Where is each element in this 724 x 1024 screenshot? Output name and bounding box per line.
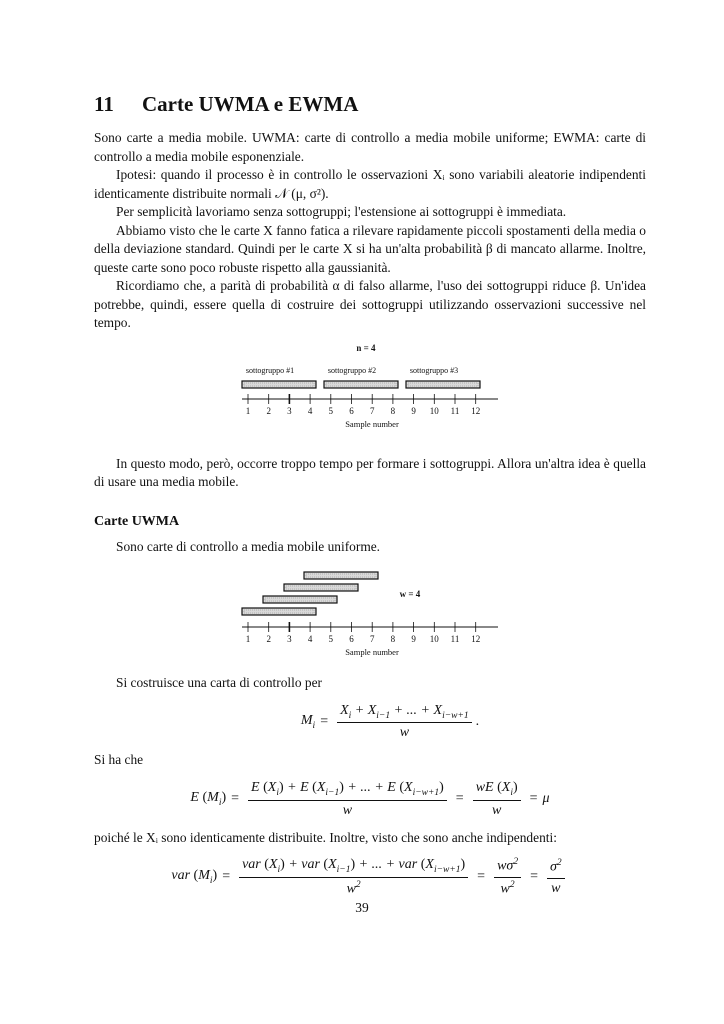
paragraph-uwma-intro: Sono carte di controllo a media mobile uniforme. [116, 538, 381, 554]
paragraph-subgroups: Ricordiamo che, a parità di probabilità α di falso allarme, l'uso dei sottogruppi riduce β. Un'idea potrebbe, quindi, essere quella di costruire dei sottogruppi utilizzando osservazioni successive nel tempo. [94, 278, 646, 330]
tick-label-6: 6 [349, 634, 354, 644]
tick-label-9: 9 [411, 405, 416, 416]
figure-title: n = 4 [356, 342, 376, 353]
subgroup-bar-2 [324, 381, 398, 388]
tick-label-2: 2 [266, 634, 271, 644]
tick-label-8: 8 [390, 634, 396, 644]
tick-label-3: 3 [287, 634, 292, 644]
tick-label-11: 11 [450, 405, 460, 416]
paragraph-after-figure: In questo modo, però, occorre troppo tempo per formare i sottogruppi. Allora un'altra idea è quella di usare una media mobile. [94, 455, 646, 489]
tick-label-4: 4 [307, 405, 313, 416]
paragraph-hypothesis: Ipotesi: quando il processo è in controllo le osservazioni Xᵢ sono variabili aleatorie indipendenti identicamente distribuite normali 𝒩 (μ, σ²). [94, 167, 646, 201]
paragraph-intro: Sono carte a media mobile. UWMA: carte di controllo a media mobile uniforme; EWMA: carte di controllo a media mobile esponenziale. [94, 130, 646, 164]
tick-label-10: 10 [429, 634, 439, 644]
figure-subgroups [94, 341, 646, 441]
paragraph-si-ha: Si ha che [94, 752, 144, 768]
subsection-title: Carte UWMA [94, 513, 180, 529]
figure-title: w = 4 [399, 589, 421, 599]
tick-label-10: 10 [429, 405, 439, 416]
tick-label-7: 7 [369, 634, 375, 644]
paragraph-poiche: poiché le Xᵢ sono identicamente distribuite. Inoltre, visto che sono anche indipendenti: [94, 829, 557, 845]
section-number: 11 [94, 92, 114, 116]
axis-label: Sample number [345, 418, 399, 429]
paragraph-simplicity: Per semplicità lavoriamo senza sottogruppi; l'estensione ai sottogruppi è immediata. [116, 204, 567, 219]
tick-label-2: 2 [266, 405, 271, 416]
equation-mi: $M_i$ = $\frac{X_i + X_{i-1} + ... + X_{i-w+1}}{w}$ . [300, 702, 480, 741]
window-bar-2 [263, 596, 337, 603]
paragraph-x-charts: Abbiamo visto che le carte X fanno fatica a rilevare rapidamente piccoli spostamenti della media o della deviazione standard. Quindi per le carte X si ha un'alta probabilità β di mancato allarme. Inoltre, queste carte sono poco robuste rispetto alla gaussianità. [94, 222, 646, 275]
tick-label-12: 12 [471, 405, 481, 416]
page-content [94, 92, 646, 908]
figure-moving-window-svg [94, 564, 646, 664]
subgroup-label-3: sottogruppo #3 [409, 365, 459, 375]
tick-label-6: 6 [349, 405, 354, 416]
window-bar-1 [242, 608, 316, 615]
window-bar-4 [304, 572, 378, 579]
axis-label: Sample number [345, 647, 399, 657]
figure-moving-window [94, 564, 646, 664]
page-number: 39 [355, 900, 369, 915]
subgroup-bar-3 [406, 381, 480, 388]
equation-variance: var $(M_i)$ = $\frac{var (X_i) + var (X_{i-1}) + ... + var (X_{i-w+1})}{w^2}$ = $\frac{w\sigma^2}{w^2}$ = $\frac{\sigma^2}{w}$ [94, 857, 646, 897]
subgroup-label-2: sottogruppo #2 [327, 365, 377, 375]
tick-label-8: 8 [390, 405, 396, 416]
section-title: Carte UWMA e EWMA [142, 92, 359, 116]
subgroup-label-1: sottogruppo #1 [245, 365, 295, 375]
window-bar-3 [284, 584, 358, 591]
tick-label-1: 1 [245, 405, 251, 416]
tick-label-3: 3 [287, 405, 292, 416]
figure-subgroups-svg [94, 341, 646, 441]
tick-label-11: 11 [450, 634, 460, 644]
tick-label-12: 12 [471, 634, 481, 644]
tick-label-7: 7 [369, 405, 375, 416]
paragraph-build-chart: Si costruisce una carta di controllo per [116, 675, 322, 690]
subgroup-bar-1 [242, 381, 316, 388]
equation-expectation: E $(M_i)$ = $\frac{E (X_i) + E (X_{i-1}) + ... + E (X_{i-w+1})}{w}$ = $\frac{wE (X_i)}{w}$ = μ [190, 779, 550, 818]
tick-label-5: 5 [328, 405, 334, 416]
tick-label-1: 1 [245, 634, 251, 644]
section-heading [94, 92, 646, 117]
tick-label-9: 9 [411, 634, 416, 644]
tick-label-5: 5 [328, 634, 334, 644]
tick-label-4: 4 [307, 634, 313, 644]
